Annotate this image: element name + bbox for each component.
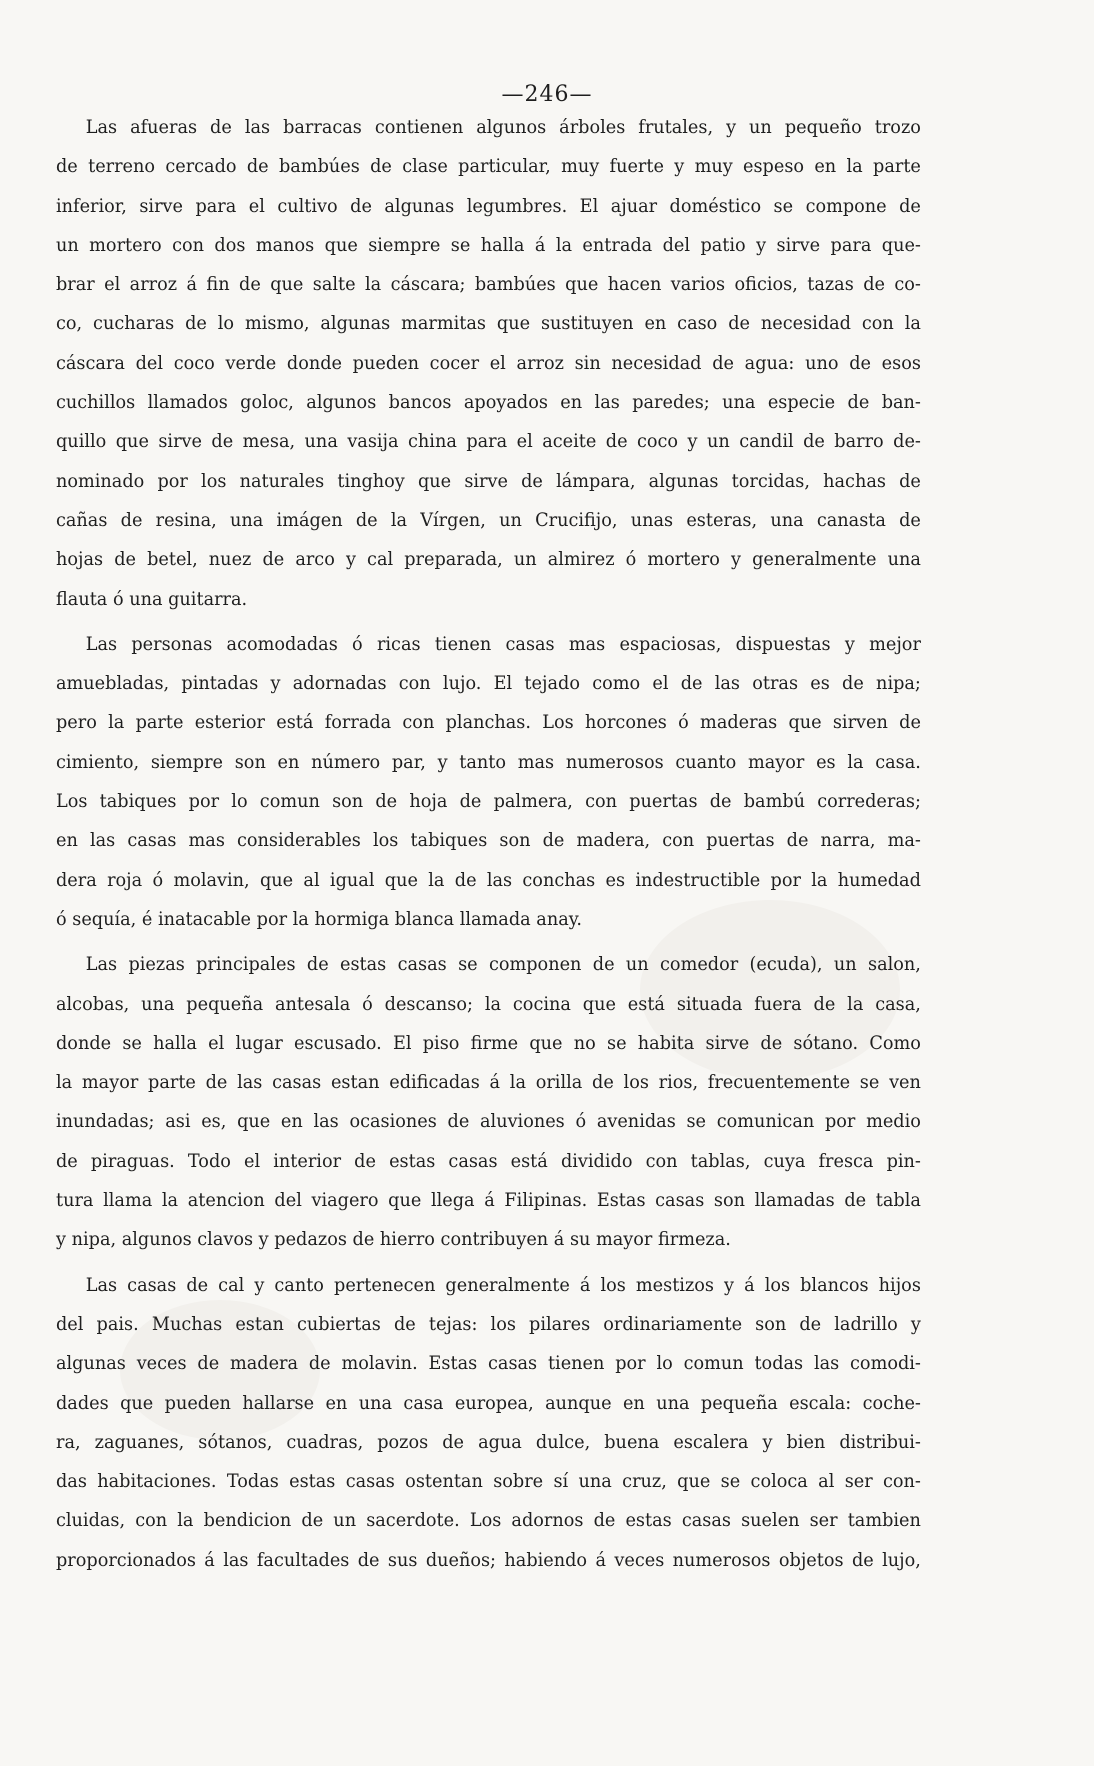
text-line: hojas de betel, nuez de arco y cal preparada, un almirez ó mortero y generalmente una <box>56 548 921 571</box>
text-line: y nipa, algunos clavos y pedazos de hierro contribuyen á su mayor firmeza. <box>56 1228 731 1251</box>
text-line: Las piezas principales de estas casas se componen de un comedor (ecuda), un salon, <box>85 953 921 976</box>
text-line: das habitaciones. Todas estas casas ostentan sobre sí una cruz, que se coloca al ser con- <box>56 1470 921 1493</box>
text-line: inferior, sirve para el cultivo de algunas legumbres. El ajuar doméstico se compone de <box>56 194 921 217</box>
text-line: brar el arroz á fin de que salte la cáscara; bambúes que hacen varios oficios, tazas de co- <box>56 273 921 296</box>
page-number: —246— <box>501 82 593 107</box>
text-line: dades que pueden hallarse en una casa europea, aunque en una pequeña escala: coche- <box>56 1391 921 1414</box>
paragraph <box>56 108 921 619</box>
text-line: del pais. Muchas estan cubiertas de tejas: los pilares ordinariamente son de ladrillo y <box>56 1312 921 1335</box>
text-line: de terreno cercado de bambúes de clase particular, muy fuerte y muy espeso en la parte <box>56 155 921 178</box>
paragraph <box>56 945 921 1259</box>
text-line: amuebladas, pintadas y adornadas con lujo. El tejado como el de las otras es de nipa; <box>56 672 921 695</box>
text-line: flauta ó una guitarra. <box>56 587 248 610</box>
text-line: un mortero con dos manos que siempre se halla á la entrada del patio y sirve para que- <box>56 233 921 256</box>
text-line: dera roja ó molavin, que al igual que la de las conchas es indestructible por la humedad <box>56 868 921 891</box>
text-line: pero la parte esterior está forrada con planchas. Los horcones ó maderas que sirven de <box>56 711 921 734</box>
text-line: ra, zaguanes, sótanos, cuadras, pozos de agua dulce, buena escalera y bien distribui- <box>56 1430 921 1453</box>
text-line: cluidas, con la bendicion de un sacerdote. Los adornos de estas casas suelen ser tambien <box>56 1509 921 1532</box>
text-line: en las casas mas considerables los tabiques son de madera, con puertas de narra, ma- <box>56 829 921 852</box>
text-line: quillo que sirve de mesa, una vasija china para el aceite de coco y un candil de barro de- <box>56 430 921 453</box>
text-line: cáscara del coco verde donde pueden cocer el arroz sin necesidad de agua: uno de esos <box>56 351 921 374</box>
text-line: cañas de resina, una imágen de la Vírgen, un Crucifijo, unas esteras, una canasta de <box>56 508 921 531</box>
text-line: proporcionados á las facultades de sus dueños; habiendo á veces numerosos objetos de lujo, <box>56 1548 921 1571</box>
paragraph <box>56 1266 921 1580</box>
text-line: la mayor parte de las casas estan edificadas á la orilla de los rios, frecuentemente se ven <box>56 1071 921 1094</box>
body-text <box>56 108 921 1580</box>
text-line: tura llama la atencion del viagero que llega á Filipinas. Estas casas son llamadas de tabla <box>56 1189 921 1212</box>
text-line: Los tabiques por lo comun son de hoja de palmera, con puertas de bambú correderas; <box>56 790 921 813</box>
text-line: ó sequía, é inatacable por la hormiga blanca llamada anay. <box>56 907 583 930</box>
text-line: co, cucharas de lo mismo, algunas marmitas que sustituyen en caso de necesidad con la <box>56 312 921 335</box>
text-line: Las afueras de las barracas contienen algunos árboles frutales, y un pequeño trozo <box>85 116 921 138</box>
text-line: alcobas, una pequeña antesala ó descanso; la cocina que está situada fuera de la casa, <box>56 992 921 1015</box>
text-line: inundadas; asi es, que en las ocasiones de aluviones ó avenidas se comunican por medio <box>56 1110 921 1133</box>
text-line: nominado por los naturales tinghoy que sirve de lámpara, algunas torcidas, hachas de <box>56 469 921 492</box>
paragraph <box>56 625 921 939</box>
text-line: Las personas acomodadas ó ricas tienen casas mas espaciosas, dispuestas y mejor <box>85 632 921 655</box>
text-line: algunas veces de madera de molavin. Estas casas tienen por lo comun todas las comodi- <box>56 1352 921 1375</box>
text-line: donde se halla el lugar escusado. El piso firme que no se habita sirve de sótano. Como <box>56 1031 921 1054</box>
text-line: cuchillos llamados goloc, algunos bancos apoyados en las paredes; una especie de ban- <box>56 391 921 414</box>
text-line: Las casas de cal y canto pertenecen generalmente á los mestizos y á los blancos hijos <box>85 1273 921 1296</box>
text-line: cimiento, siempre son en número par, y tanto mas numerosos cuanto mayor es la casa. <box>56 750 921 773</box>
text-line: de piraguas. Todo el interior de estas casas está dividido con tablas, cuya fresca pin- <box>56 1149 921 1172</box>
